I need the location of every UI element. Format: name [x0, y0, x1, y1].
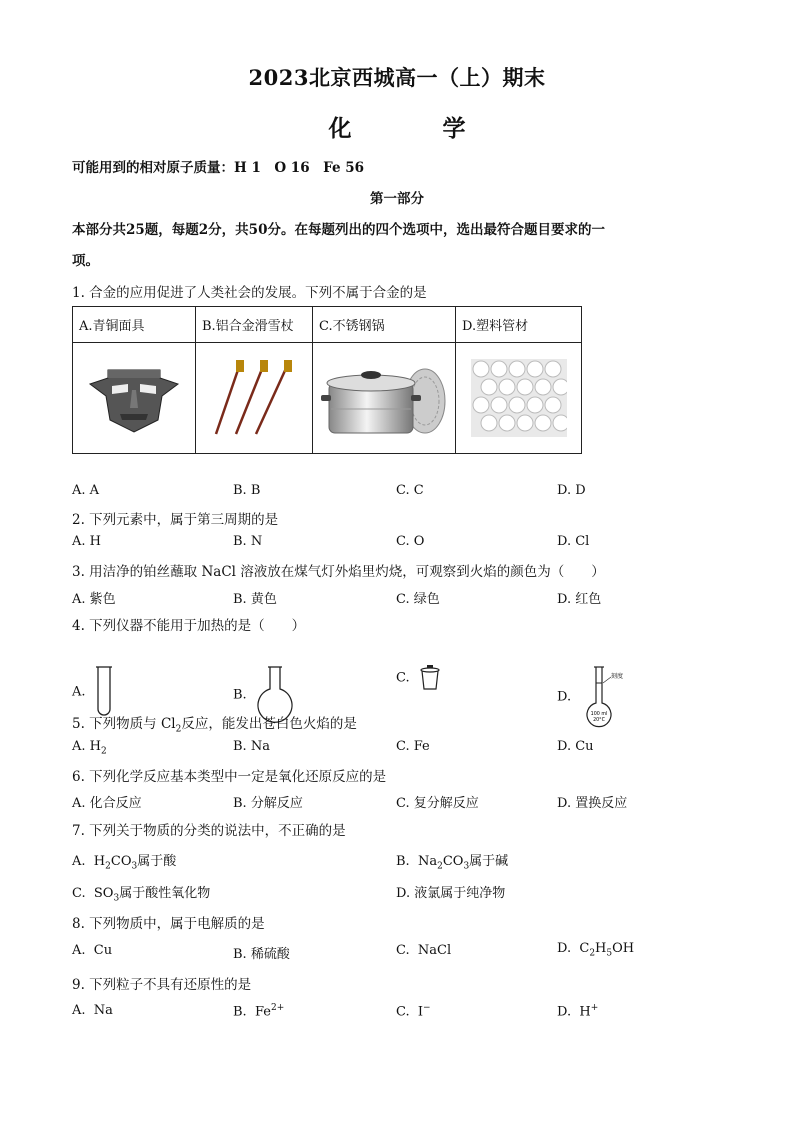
q7-option-a-text: 属于酸 — [137, 854, 177, 869]
q8-option-d-label: D. — [557, 941, 572, 956]
ski-poles-icon — [210, 358, 298, 438]
q7-b-formula-part: CO — [442, 854, 464, 869]
bronze-mask-icon — [88, 362, 180, 434]
q9-option-a-label: A. — [72, 1003, 86, 1018]
q6-option-b[interactable]: B. 分解反应 — [233, 796, 303, 811]
q8-option-a[interactable] — [72, 943, 112, 958]
q8-d-formula-part: H — [595, 941, 607, 956]
q1-header-c: C.不锈钢锅 — [313, 307, 456, 343]
q5-stem-part-a: 5. 下列物质与 Cl — [72, 716, 176, 732]
q9-option-c[interactable] — [396, 1003, 431, 1019]
q5-stem-part-b: 反应，能发出苍白色火焰的是 — [181, 716, 357, 732]
instructions-line-2: 项。 — [72, 253, 99, 269]
q5-option-c[interactable]: C. Fe — [396, 739, 430, 754]
q9-option-c-formula: I — [417, 1004, 424, 1020]
subject-title: 化 学 — [328, 115, 500, 142]
q6-option-d[interactable]: D. 置换反应 — [557, 796, 628, 811]
q7-option-c-text: 属于酸性氧化物 — [119, 886, 211, 901]
q1-header-b: B.铝合金滑雪杖 — [196, 307, 313, 343]
q1-cell-d — [456, 343, 582, 454]
q7-a-formula-sub: 2 — [105, 861, 111, 872]
q9-option-b-charge: 2+ — [270, 1003, 285, 1013]
q3-option-d[interactable]: D. 红色 — [557, 592, 602, 607]
atomic-masses: 可能用到的相对原子质量：H 1 O 16 Fe 56 — [72, 160, 365, 176]
beaker-icon — [420, 665, 440, 691]
q7-option-a[interactable] — [72, 850, 176, 872]
q8-option-a-label: A. — [72, 943, 86, 958]
q5-option-a-text: A. H — [72, 739, 101, 754]
q7-option-d[interactable]: D. 液氯属于纯净物 — [396, 886, 506, 901]
volumetric-flask-icon — [579, 665, 631, 729]
q5-stem — [72, 712, 357, 735]
q6-stem: 6. 下列化学反应基本类型中一定是氧化还原反应的是 — [72, 769, 387, 785]
instructions-line-1: 本部分共25题，每题2分，共50分。在每题列出的四个选项中，选出最符合题目要求的一 — [72, 222, 605, 238]
q3-stem: 3. 用洁净的铂丝蘸取 NaCl 溶液放在煤气灯外焰里灼烧，可观察到火焰的颜色为（ ） — [72, 564, 605, 580]
test-tube-icon — [96, 665, 112, 719]
q8-option-b[interactable]: B. 稀硫酸 — [233, 947, 290, 962]
q9-option-d-charge: + — [590, 1003, 599, 1013]
q8-option-c[interactable] — [396, 943, 451, 958]
q5-option-a-sub: 2 — [101, 746, 107, 757]
q8-option-c-label: C. — [396, 943, 410, 958]
q8-d-formula-part: OH — [612, 941, 635, 956]
flask-mark-label: 刻度 — [611, 673, 624, 680]
q8-d-formula-part: C — [579, 941, 590, 956]
q9-option-a[interactable] — [72, 1003, 113, 1018]
q3-option-a[interactable]: A. 紫色 — [72, 592, 116, 607]
q4-stem: 4. 下列仪器不能用于加热的是（ ） — [72, 618, 306, 634]
q3-option-b[interactable]: B. 黄色 — [233, 592, 277, 607]
q5-stem-sub: 2 — [175, 724, 182, 735]
q1-option-d[interactable]: D. D — [557, 483, 586, 498]
q9-option-a-formula: Na — [93, 1003, 113, 1018]
q1-header-d: D.塑料管材 — [456, 307, 582, 343]
q2-option-a[interactable]: A. H — [72, 534, 101, 549]
flask-temp-label: 20°C — [593, 718, 606, 723]
q7-b-formula-sub: 3 — [463, 861, 470, 872]
q1-option-c[interactable]: C. C — [396, 483, 424, 498]
q1-option-b[interactable]: B. B — [233, 483, 261, 498]
q8-option-c-formula: NaCl — [417, 943, 452, 958]
q1-cell-a — [73, 343, 196, 454]
q9-option-c-label: C. — [396, 1004, 410, 1020]
q7-c-formula-sub: 3 — [113, 893, 120, 904]
q5-option-d[interactable]: D. Cu — [557, 739, 594, 754]
q7-c-formula-part: SO — [93, 886, 114, 901]
q7-option-c-label: C. — [72, 886, 86, 901]
plastic-pipes-icon — [471, 359, 567, 437]
q8-option-a-formula: Cu — [93, 943, 113, 958]
q4-option-a-label: A. — [72, 684, 86, 700]
q1-cell-c — [313, 343, 456, 454]
q9-option-b-formula: Fe — [254, 1004, 271, 1020]
q9-option-b-label: B. — [233, 1004, 247, 1020]
q2-option-d[interactable]: D. Cl — [557, 534, 590, 549]
q6-option-a[interactable]: A. 化合反应 — [72, 796, 142, 811]
q1-table — [72, 306, 582, 454]
q7-option-b-label: B. — [396, 854, 410, 869]
q4-option-d-label: D. — [557, 689, 572, 705]
q9-option-d-label: D. — [557, 1004, 572, 1020]
q7-b-formula-part: Na — [417, 854, 438, 869]
q7-stem: 7. 下列关于物质的分类的说法中，不正确的是 — [72, 823, 346, 839]
q4-option-c[interactable] — [396, 665, 440, 691]
q7-a-formula-sub: 3 — [131, 861, 138, 872]
q8-d-formula-sub: 5 — [606, 948, 613, 959]
q1-option-a[interactable]: A. A — [72, 483, 100, 498]
q4-option-d[interactable] — [557, 665, 631, 729]
q1-stem: 1. 合金的应用促进了人类社会的发展。下列不属于合金的是 — [72, 285, 427, 301]
q9-option-d[interactable] — [557, 1003, 598, 1019]
q4-option-b-label: B. — [233, 687, 247, 703]
q5-option-b[interactable]: B. Na — [233, 739, 270, 754]
q7-a-formula-part: CO — [110, 854, 132, 869]
q4-option-c-label: C. — [396, 670, 410, 686]
q2-option-b[interactable]: B. N — [233, 534, 263, 549]
q8-stem: 8. 下列物质中，属于电解质的是 — [72, 916, 265, 932]
q2-option-c[interactable]: C. O — [396, 534, 425, 549]
q2-stem: 2. 下列元素中，属于第三周期的是 — [72, 512, 279, 528]
flask-volume-label: 100 ml — [590, 712, 608, 717]
q8-d-formula-sub: 2 — [589, 948, 596, 959]
q9-option-c-charge: − — [423, 1003, 431, 1013]
q7-option-b[interactable] — [396, 850, 508, 872]
q7-option-c[interactable] — [72, 882, 210, 904]
q9-option-b[interactable] — [233, 1003, 284, 1019]
q7-a-formula-part: H — [93, 854, 106, 869]
part-heading: 第一部分 — [370, 191, 424, 207]
q1-header-a: A.青铜面具 — [73, 307, 196, 343]
q9-option-d-formula: H — [579, 1004, 591, 1020]
q7-option-a-label: A. — [72, 854, 86, 869]
steel-pot-icon — [321, 355, 447, 441]
q6-option-c[interactable]: C. 复分解反应 — [396, 796, 479, 811]
q3-option-c[interactable]: C. 绿色 — [396, 592, 440, 607]
q7-b-formula-sub: 2 — [437, 861, 443, 872]
q4-option-a[interactable] — [72, 665, 112, 719]
q8-option-d[interactable] — [557, 941, 634, 959]
q7-option-b-text: 属于碱 — [469, 854, 509, 869]
q5-option-a[interactable] — [72, 739, 107, 757]
exam-title: 2023北京西城高一（上）期末 — [248, 65, 546, 90]
q1-cell-b — [196, 343, 313, 454]
q9-stem: 9. 下列粒子不具有还原性的是 — [72, 977, 252, 993]
